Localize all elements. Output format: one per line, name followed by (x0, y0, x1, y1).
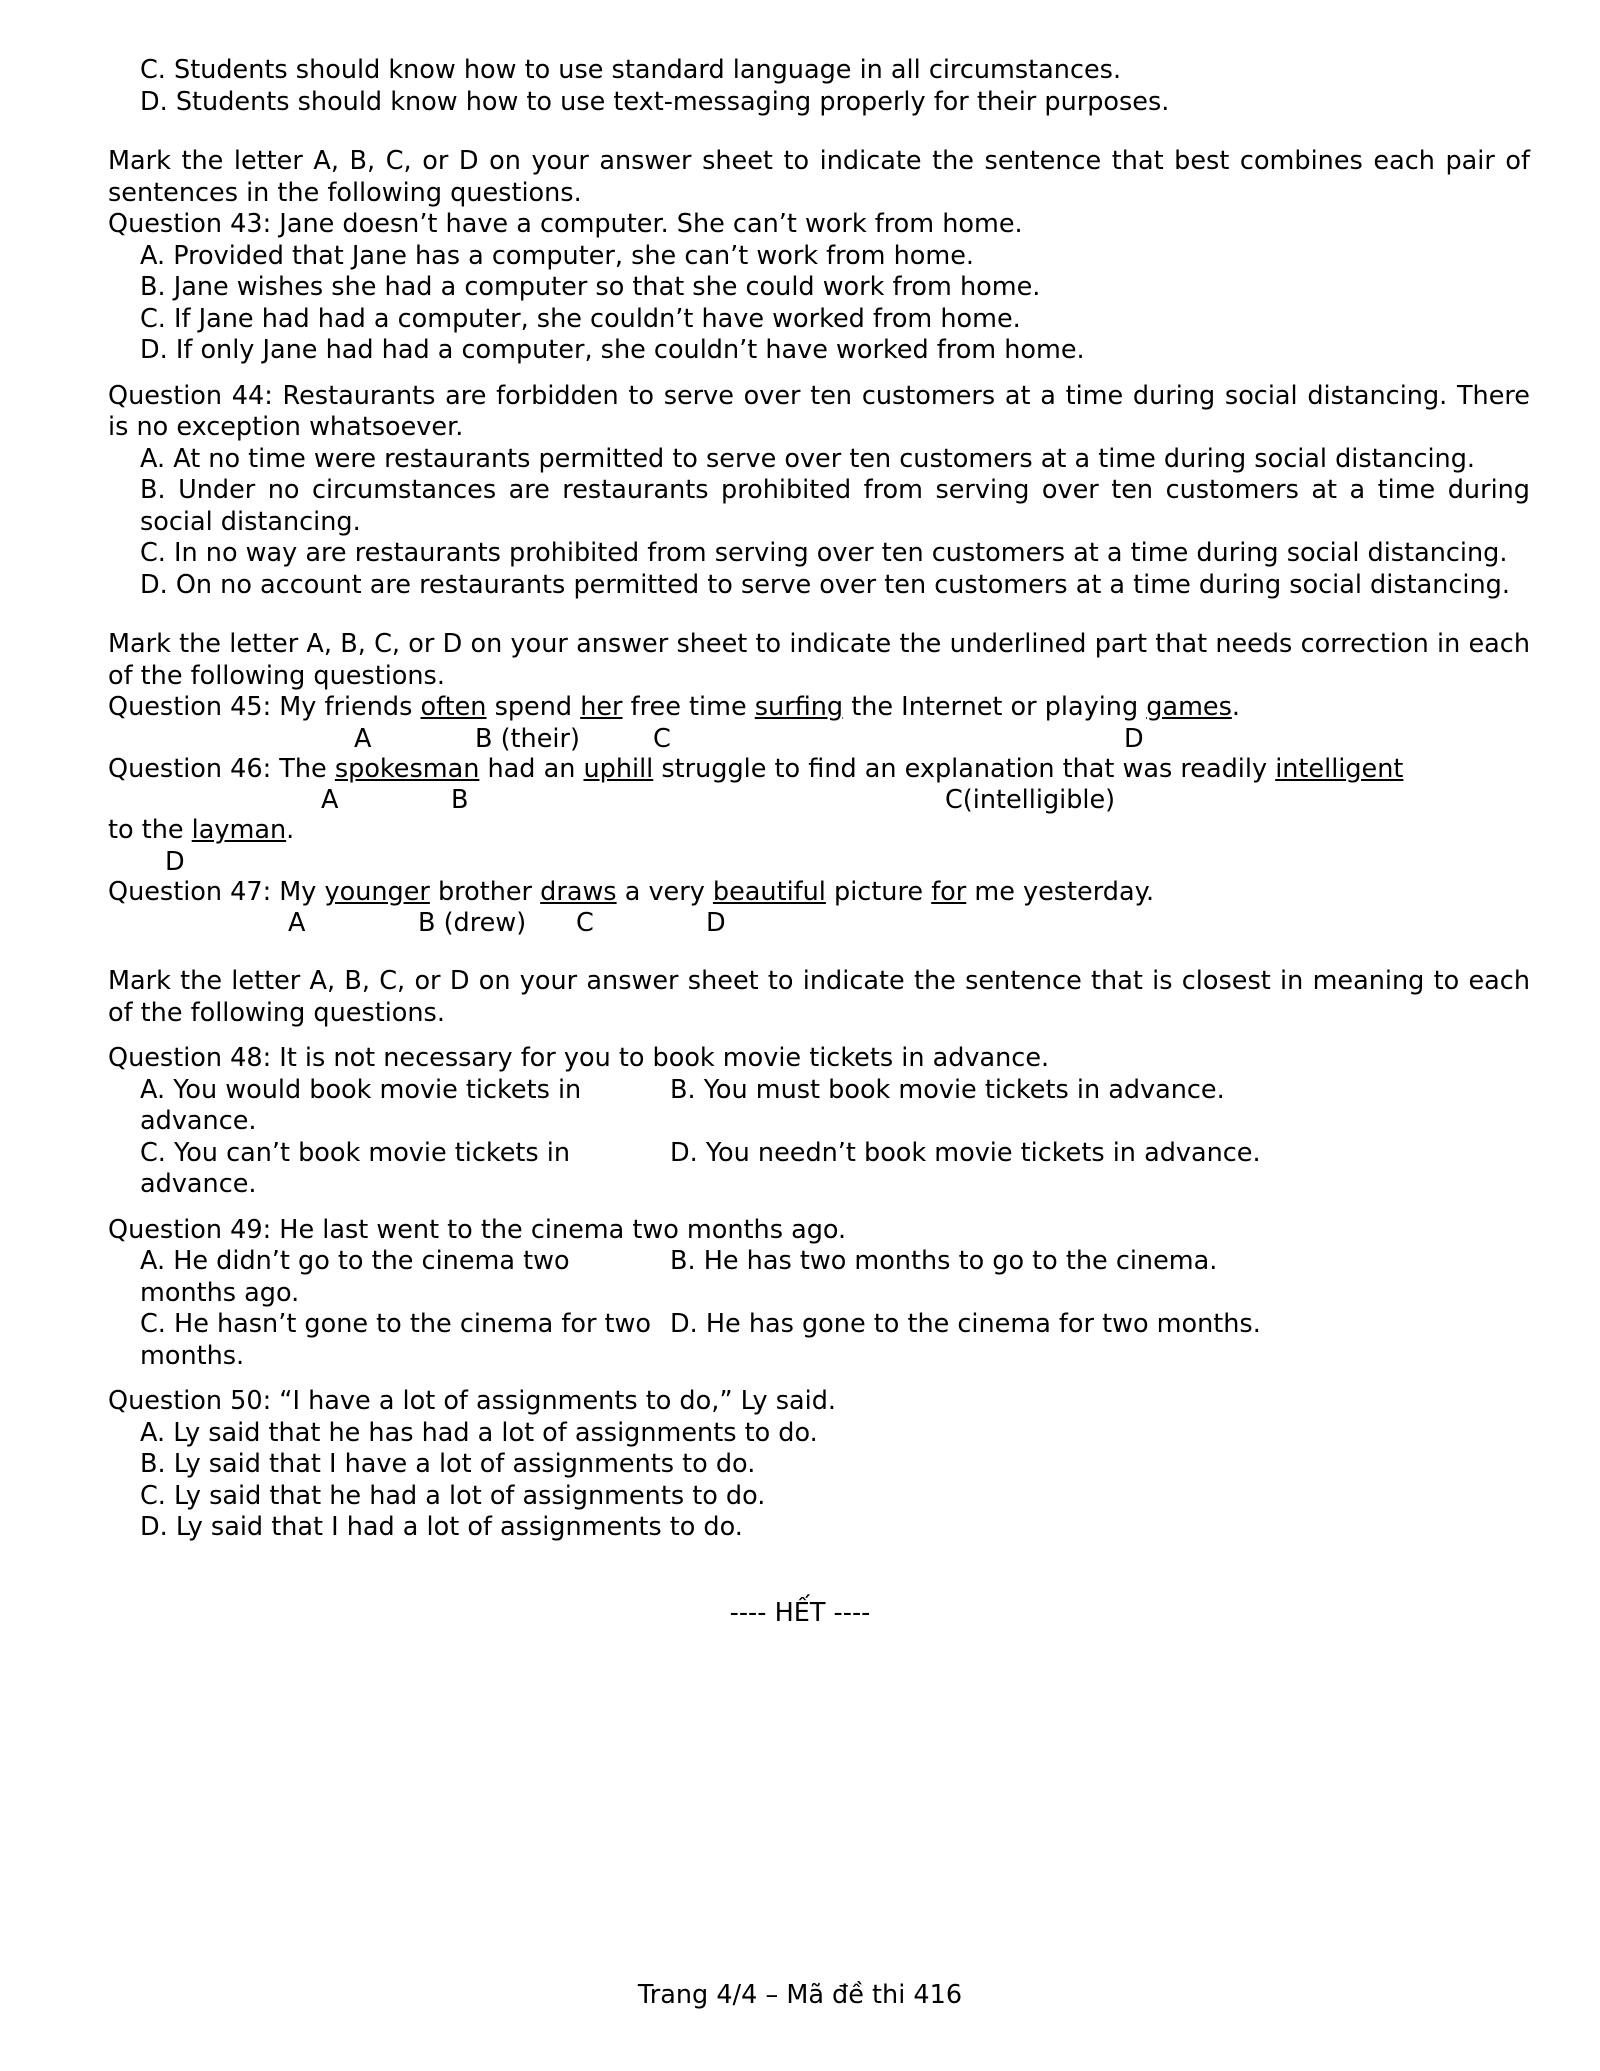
q47-underline-c: beautiful (712, 876, 826, 907)
q47-mid3: picture (825, 876, 932, 907)
option-line: A. At no time were restaurants permitted to serve over ten customers at a time during social distancing. (140, 443, 1476, 474)
question-46-stem-continued (108, 815, 1530, 847)
option-line: B. Jane wishes she had a computer so that she could work from home. (140, 272, 1041, 302)
q47-underline-d: for (931, 876, 967, 907)
q47-underline-a: younger (324, 876, 430, 907)
marker-c: C (576, 908, 594, 938)
question-43-stem: Question 43: Jane doesn’t have a computer. She can’t work from home. (108, 209, 1023, 239)
q45-mid1: spend (486, 692, 581, 722)
option-line: D. If only Jane had had a computer, she couldn’t have worked from home. (140, 335, 1085, 365)
q46-mid1: had an (479, 753, 584, 784)
question-49-options-row (108, 1246, 1530, 1309)
q47-underline-b: draws (540, 876, 617, 907)
marker-b: B (drew) (418, 908, 527, 938)
end-of-test-marker: ---- HẾT ---- (729, 1598, 871, 1628)
marker-d: D (1124, 723, 1144, 754)
marker-c: C(intelligible) (945, 785, 1116, 815)
option-line: A. Ly said that he has had a lot of assignments to do. (140, 1417, 818, 1448)
option-line: C. Ly said that he had a lot of assignments to do. (140, 1480, 766, 1511)
q45-underline-b: her (580, 692, 623, 722)
marker-b: B (their) (475, 723, 580, 754)
option-line: C. You can’t book movie tickets in advance. (140, 1137, 571, 1199)
option-line: C. He hasn’t gone to the cinema for two months. (140, 1309, 651, 1371)
q45-underline-a: often (420, 692, 487, 722)
question-47-stem (108, 877, 1530, 909)
question-47-markers (108, 908, 1530, 938)
q45-prefix: Question 45: My friends (108, 692, 421, 722)
option-line: C. Students should know how to use standard language in all circumstances. (140, 55, 1122, 85)
q46-underline-b: uphill (583, 753, 654, 784)
option-line: D. Ly said that I had a lot of assignments to do. (140, 1512, 743, 1542)
q46-underline-d: layman (191, 815, 287, 845)
option-line: D. Students should know how to use text-messaging properly for their purposes. (140, 86, 1170, 117)
option-line: B. Ly said that I have a lot of assignments to do. (140, 1449, 756, 1479)
q47-prefix: Question 47: My (108, 876, 325, 907)
option-line: C. In no way are restaurants prohibited from serving over ten customers at a time during social distancing. (140, 538, 1508, 568)
q47-mid2: a very (616, 876, 713, 907)
option-line: C. If Jane had had a computer, she couldn’t have worked from home. (140, 303, 1021, 334)
marker-b: B (451, 785, 469, 815)
q45-underline-c: surfing (754, 692, 844, 722)
option-line: B. Under no circumstances are restaurants prohibited from serving over ten customers at a time during social distancing. (140, 475, 1539, 537)
option-line: B. You must book movie tickets in advance. (670, 1074, 1225, 1105)
q46-prefix: Question 46: The (108, 753, 335, 784)
q46-underline-a: spokesman (334, 753, 480, 784)
marker-c: C (653, 723, 671, 754)
marker-a: A (321, 785, 339, 815)
question-45-stem (108, 692, 1530, 724)
q46-line2-prefix: to the (108, 815, 192, 845)
question-50-stem: Question 50: “I have a lot of assignments to do,” Ly said. (108, 1386, 836, 1416)
question-48-options-row (108, 1138, 1530, 1201)
q47-mid1: brother (429, 876, 541, 907)
instruction-correction: Mark the letter A, B, C, or D on your answer sheet to indicate the underlined part that needs correction in each of the following questions. (108, 629, 1539, 691)
question-48-options-row (108, 1075, 1530, 1138)
question-49-options-row (108, 1309, 1530, 1372)
option-line: D. You needn’t book movie tickets in advance. (670, 1137, 1261, 1168)
question-46-stem (108, 754, 1530, 786)
q46-underline-c: intelligent (1275, 753, 1404, 784)
marker-d: D (165, 846, 185, 877)
q47-suffix: me yesterday. (966, 876, 1155, 907)
option-line: B. He has two months to go to the cinema. (670, 1246, 1218, 1276)
end-of-test-marker-container (0, 1598, 1600, 1630)
marker-a: A (354, 723, 372, 754)
option-line: A. Provided that Jane has a computer, she can’t work from home. (140, 240, 975, 271)
question-46-markers-row1 (108, 785, 1530, 815)
page-footer: Trang 4/4 – Mã đề thi 416 (637, 1980, 963, 2010)
q46-line2-suffix: . (286, 815, 295, 845)
q45-mid3: the Internet or playing (843, 692, 1147, 722)
exam-page (108, 0, 1539, 2071)
question-48-stem: Question 48: It is not necessary for you to book movie tickets in advance. (108, 1043, 1050, 1073)
option-line: D. On no account are restaurants permitted to serve over ten customers at a time during social distancing. (140, 569, 1510, 600)
q46-mid2: struggle to find an explanation that was readily (653, 753, 1276, 784)
q45-mid2: free time (622, 692, 755, 722)
question-44-stem: Question 44: Restaurants are forbidden to serve over ten customers at a time during social distancing. There is no exception whatsoever. (108, 380, 1539, 442)
marker-d: D (706, 908, 726, 938)
option-line: A. You would book movie tickets in advance. (140, 1074, 582, 1136)
instruction-combine: Mark the letter A, B, C, or D on your answer sheet to indicate the sentence that best combines each pair of sentences in the following questions. (108, 146, 1539, 208)
instruction-closest: Mark the letter A, B, C, or D on your answer sheet to indicate the sentence that is closest in meaning to each of the following questions. (108, 966, 1539, 1028)
marker-a: A (288, 908, 306, 938)
option-line: A. He didn’t go to the cinema two months ago. (140, 1246, 570, 1308)
question-45-markers (108, 724, 1530, 754)
question-49-stem: Question 49: He last went to the cinema two months ago. (108, 1214, 847, 1245)
question-46-markers-row2 (108, 847, 1530, 877)
option-line: D. He has gone to the cinema for two months. (670, 1309, 1261, 1339)
q45-suffix: . (1231, 692, 1240, 722)
q45-underline-d: games (1146, 692, 1232, 722)
